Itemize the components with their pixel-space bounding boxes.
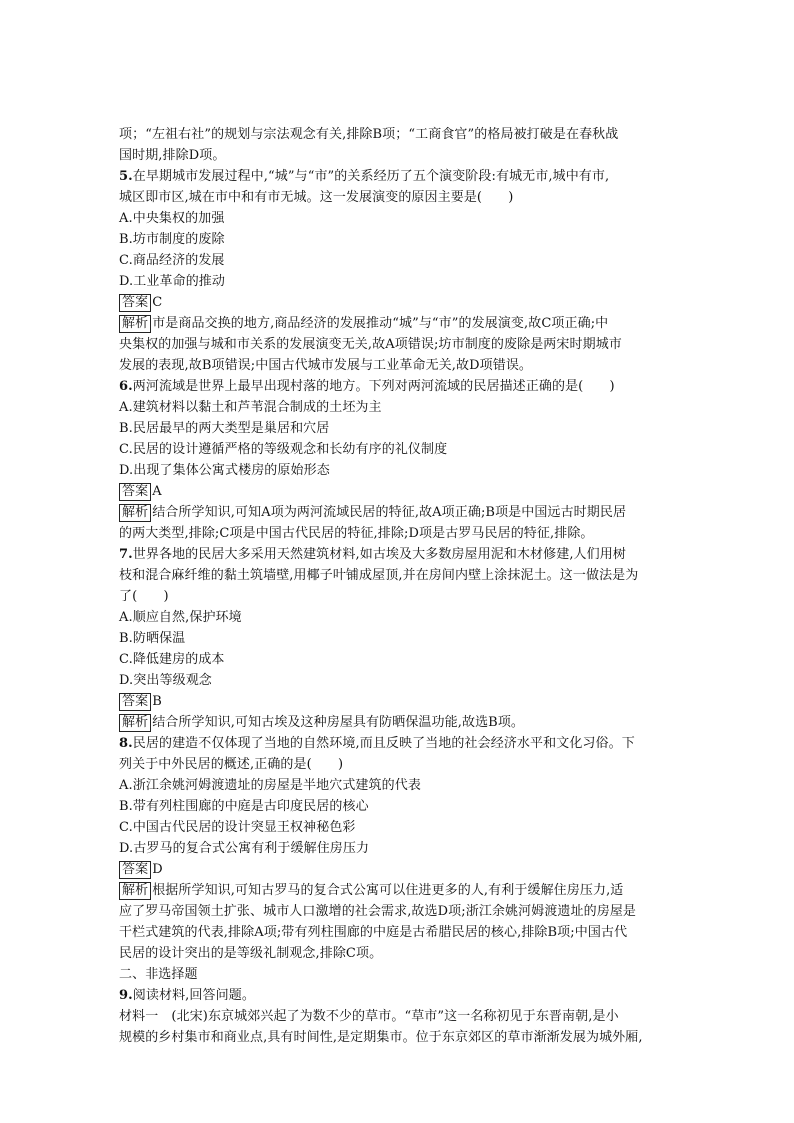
line-text: C.商品经济的发展 <box>119 253 225 268</box>
line-text: 干栏式建筑的代表,排除A项;带有列柱围廊的中庭是古希腊民居的核心,排除B项;中国古代 <box>119 925 628 940</box>
text-line <box>119 376 681 397</box>
line-text: D.出现了集体公寓式楼房的原始形态 <box>119 463 330 478</box>
text-line <box>119 964 681 985</box>
answer-tag: 答案 <box>119 483 151 501</box>
line-text: 根据所学知识,可知古罗马的复合式公寓可以住进更多的人,有利于缓解住房压力,适 <box>152 883 624 898</box>
answer-tag: 答案 <box>119 294 151 312</box>
line-text: 二、非选择题 <box>119 967 198 982</box>
analysis-tag: 解析 <box>119 315 151 333</box>
line-text: 民居的建造不仅体现了当地的自然环境,而且反映了当地的社会经济水平和文化习俗。下 <box>132 736 635 751</box>
text-line <box>119 460 681 481</box>
text-line <box>119 418 681 439</box>
text-line <box>119 229 681 250</box>
line-text: 在早期城市发展过程中,“城”与“市”的关系经历了五个演变阶段:有城无市,城中有市, <box>132 169 610 184</box>
line-text: D <box>152 862 163 877</box>
line-text: B.民居最早的两大类型是巢居和穴居 <box>119 421 330 436</box>
line-text: B.带有列柱围廊的中庭是古印度民居的核心 <box>119 799 369 814</box>
line-text: C.民居的设计遵循严格的等级观念和长幼有序的礼仪制度 <box>119 442 448 457</box>
line-text: 国时期,排除D项。 <box>119 148 226 163</box>
text-line <box>119 187 681 208</box>
question-number: 8. <box>119 736 133 751</box>
line-text: 央集权的加强与城和市关系的发展演变无关,故A项错误;坊市制度的废除是两宋时期城市 <box>119 337 622 352</box>
line-text: A <box>152 484 162 499</box>
text-line <box>119 544 681 565</box>
text-line <box>119 796 681 817</box>
text-line <box>119 355 681 376</box>
text-line <box>119 502 681 523</box>
analysis-tag: 解析 <box>119 882 151 900</box>
text-line <box>119 754 681 775</box>
text-line <box>119 1027 681 1048</box>
line-text: 结合所学知识,可知A项为两河流域民居的特征,故A项正确;B项是中国远古时期民居 <box>152 505 627 520</box>
line-text: A.中央集权的加强 <box>119 211 225 226</box>
line-text: 项；“左祖右社”的规划与宗法观念有关,排除B项；“工商食官”的格局被打破是在春秋战 <box>119 127 619 142</box>
text-line <box>119 691 681 712</box>
text-line <box>119 523 681 544</box>
text-line <box>119 271 681 292</box>
question-number: 9. <box>119 988 133 1003</box>
text-line <box>119 565 681 586</box>
text-line <box>119 607 681 628</box>
line-text: C.中国古代民居的设计突显王权神秘色彩 <box>119 820 356 835</box>
text-line <box>119 124 681 145</box>
line-text: 列关于中外民居的概述,正确的是( ) <box>119 757 344 772</box>
line-text: D.工业革命的推动 <box>119 274 225 289</box>
line-text: 结合所学知识,可知古埃及这种房屋具有防晒保温功能,故选B项。 <box>152 715 525 730</box>
text-line <box>119 859 681 880</box>
line-text: 阅读材料,回答问题。 <box>132 988 255 1003</box>
line-text: 发展的表现,故B项错误;中国古代城市发展与工业革命无关,故D项错误。 <box>119 358 533 373</box>
text-line <box>119 439 681 460</box>
analysis-tag: 解析 <box>119 714 151 732</box>
line-text: 世界各地的民居大多采用天然建筑材料,如古埃及大多数房屋用泥和木材修建,人们用树 <box>132 547 626 562</box>
text-line <box>119 166 681 187</box>
text-line <box>119 775 681 796</box>
text-line <box>119 292 681 313</box>
question-number: 5. <box>119 169 133 184</box>
line-text: 应了罗马帝国领土扩张、城市人口激增的社会需求,故选D项;浙江余姚河姆渡遗址的房屋是 <box>119 904 637 919</box>
line-text: 城区即市区,城在市中和有市无城。这一发展演变的原因主要是( ) <box>119 190 514 205</box>
line-text: B.防晒保温 <box>119 631 186 646</box>
line-text: A.建筑材料以黏土和芦苇混合制成的土坯为主 <box>119 400 382 415</box>
line-text: 民居的设计突出的是等级礼制观念,排除C项。 <box>119 946 383 961</box>
line-text: A.顺应自然,保护环境 <box>119 610 242 625</box>
line-text: D.突出等级观念 <box>119 673 212 688</box>
analysis-tag: 解析 <box>119 504 151 522</box>
line-text: C <box>152 295 163 310</box>
line-text: 的两大类型,排除;C项是中国古代民居的特征,排除;D项是古罗马民居的特征,排除。 <box>119 526 594 541</box>
line-text: 材料一 (北宋)东京城郊兴起了为数不少的草市。“草市”这一名称初见于东晋南朝,是小 <box>119 1009 619 1024</box>
text-line <box>119 649 681 670</box>
text-line <box>119 733 681 754</box>
text-line <box>119 313 681 334</box>
text-line <box>119 628 681 649</box>
text-line <box>119 880 681 901</box>
text-line <box>119 670 681 691</box>
text-line <box>119 481 681 502</box>
text-line <box>119 712 681 733</box>
text-line <box>119 838 681 859</box>
text-line <box>119 250 681 271</box>
document-page <box>119 124 681 1048</box>
line-text: 规模的乡村集市和商业点,具有时间性,是定期集市。位于东京郊区的草市渐渐发展为城外厢, <box>119 1030 643 1045</box>
line-text: 两河流域是世界上最早出现村落的地方。下列对两河流域的民居描述正确的是( ) <box>132 379 615 394</box>
question-number: 6. <box>119 379 133 394</box>
text-line <box>119 1006 681 1027</box>
text-line <box>119 985 681 1006</box>
text-line <box>119 208 681 229</box>
answer-tag: 答案 <box>119 693 151 711</box>
line-text: B.坊市制度的废除 <box>119 232 225 247</box>
line-text: C.降低建房的成本 <box>119 652 225 667</box>
text-line <box>119 334 681 355</box>
line-text: D.古罗马的复合式公寓有利于缓解住房压力 <box>119 841 370 856</box>
text-line <box>119 943 681 964</box>
text-line <box>119 922 681 943</box>
answer-tag: 答案 <box>119 861 151 879</box>
line-text: A.浙江余姚河姆渡遗址的房屋是半地穴式建筑的代表 <box>119 778 421 793</box>
line-text: B <box>152 694 162 709</box>
text-line <box>119 145 681 166</box>
text-line <box>119 901 681 922</box>
text-line <box>119 817 681 838</box>
line-text: 市是商品交换的地方,商品经济的发展推动“城”与“市”的发展演变,故C项正确;中 <box>152 316 609 331</box>
question-number: 7. <box>119 547 133 562</box>
text-line <box>119 586 681 607</box>
line-text: 了( ) <box>119 589 169 604</box>
line-text: 枝和混合麻纤维的黏土筑墙壁,用椰子叶铺成屋顶,并在房间内壁上涂抹泥土。这一做法是为 <box>119 568 639 583</box>
text-line <box>119 397 681 418</box>
